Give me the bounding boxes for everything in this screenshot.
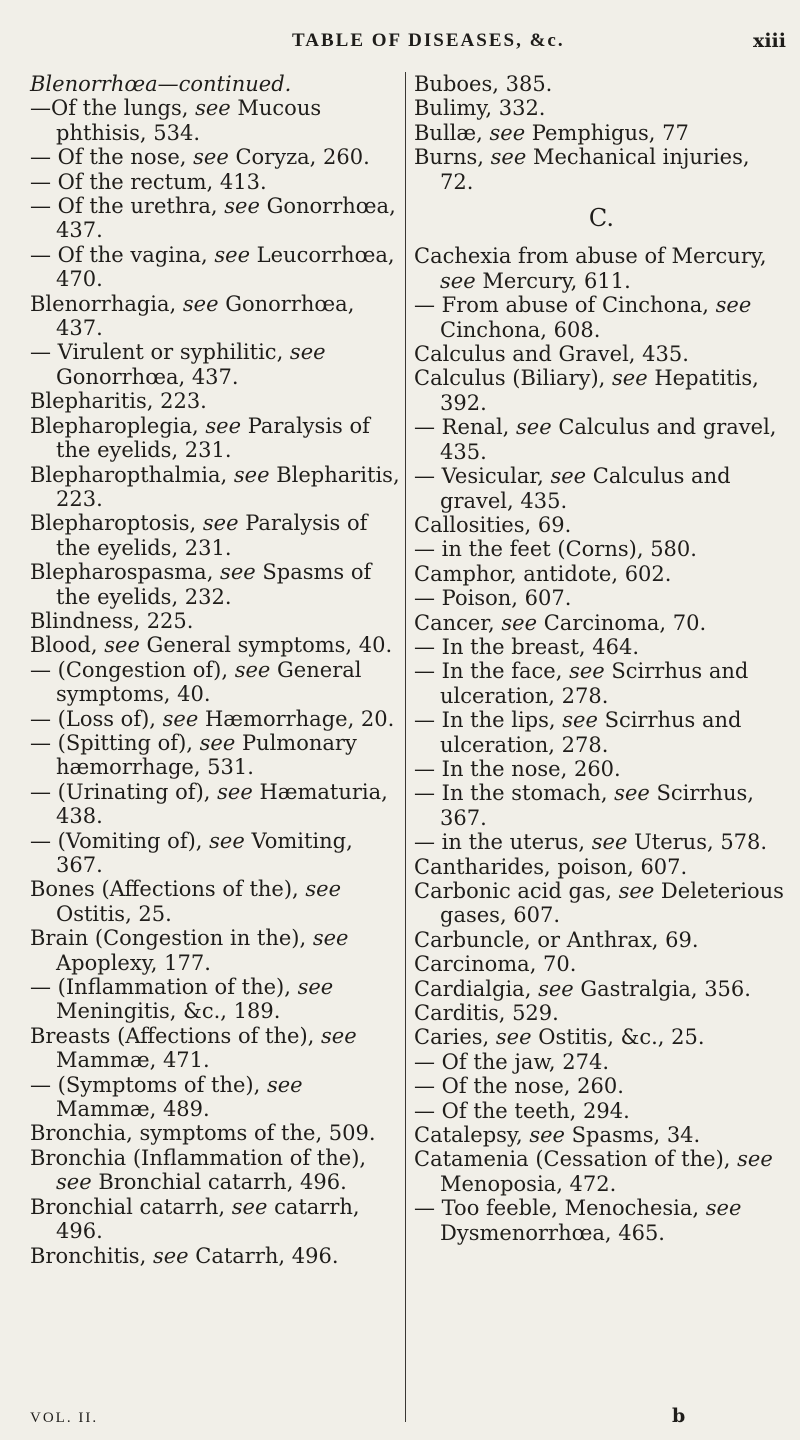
entry-term: — Of the teeth, 294.: [414, 1098, 630, 1123]
entry-term: Breasts (Affections of the),: [30, 1023, 321, 1048]
index-entry: [30, 1024, 405, 1073]
entry-term: Blepharoplegia,: [30, 413, 206, 438]
entry-term: — (Congestion of),: [30, 657, 235, 682]
entry-target: General symptoms, 40.: [139, 633, 393, 658]
index-entry: [30, 292, 405, 341]
see-reference: see: [231, 1194, 268, 1219]
entry-target: Mammæ, 471.: [56, 1048, 210, 1073]
entry-target: Cinchona, 608.: [440, 317, 601, 342]
see-reference: see: [495, 1025, 532, 1050]
index-entry: [414, 293, 789, 342]
see-reference: see: [501, 610, 538, 635]
entry-target: Gonorrhœa, 437.: [56, 364, 239, 389]
entry-term: — in the uterus,: [414, 830, 592, 855]
see-reference: see: [538, 976, 574, 1001]
index-entry: [30, 1244, 405, 1268]
entry-term: Blindness, 225.: [30, 608, 194, 633]
entry-term: Carditis, 529.: [414, 1001, 559, 1026]
index-entry: [414, 1025, 789, 1049]
page-header: [0, 22, 800, 62]
index-entry: [30, 1195, 405, 1244]
volume-signature: VOL. II.: [30, 1410, 99, 1426]
entry-target: Bronchial catarrh, 496.: [91, 1170, 347, 1195]
entry-target: Vomiting, 367.: [56, 828, 353, 877]
entry-term: — In the breast, 464.: [414, 634, 639, 659]
entry-target: Calculus and gravel, 435.: [440, 415, 777, 464]
see-reference: see: [618, 879, 655, 903]
see-reference: see: [737, 1147, 773, 1172]
entry-target: Deleterious gases, 607.: [440, 879, 784, 928]
entry-term: Bronchia (Inflammation of the),: [30, 1145, 367, 1170]
index-entry: [30, 975, 405, 1024]
left-column: [30, 72, 405, 1268]
see-reference: see: [193, 145, 229, 170]
see-reference: see: [312, 926, 349, 951]
index-entry: [30, 414, 405, 463]
entry-target: Scirrhus and ulceration, 278.: [440, 708, 742, 757]
entry-term: — (Symptoms of the),: [30, 1072, 267, 1097]
entry-term: — Too feeble, Menochesia,: [414, 1196, 706, 1221]
index-entry: [414, 244, 789, 293]
entry-target: Hepatitis, 392.: [440, 366, 759, 415]
entry-target: Hæmaturia, 438.: [56, 779, 388, 829]
index-entry: [30, 463, 405, 512]
index-entry: [30, 145, 405, 169]
see-reference: see: [152, 1243, 189, 1268]
entry-target: Spasms, 34.: [564, 1123, 701, 1148]
index-entry: [30, 877, 405, 926]
entry-target: Mechanical injuries, 72.: [440, 145, 750, 194]
index-entry: [414, 537, 789, 561]
entry-target: Dysmenorrhœa, 465.: [440, 1220, 665, 1245]
entry-term: Cachexia from abuse of Mercury,: [414, 244, 767, 269]
column-divider: [405, 72, 406, 1422]
entry-term: Bullæ,: [414, 120, 490, 145]
see-reference: see: [705, 1196, 742, 1221]
running-title: TABLE OF DISEASES, &c.: [292, 30, 565, 51]
see-reference: see: [440, 268, 476, 293]
entry-target: Ostitis, &c., 25.: [531, 1025, 705, 1050]
entry-target: Calculus and gravel, 435.: [440, 464, 731, 513]
entry-target: Spasms of the eyelids, 232.: [56, 560, 372, 609]
index-entry: [414, 586, 789, 610]
entry-term: Camphor, antidote, 602.: [414, 561, 672, 586]
see-reference: see: [490, 145, 527, 170]
index-entry: [30, 96, 405, 145]
index-entry: [30, 658, 405, 707]
entry-term: — (Urinating of),: [30, 779, 218, 804]
entry-term: — Poison, 607.: [414, 586, 572, 611]
entry-term: — Of the jaw, 274.: [414, 1049, 610, 1074]
entry-term: Bronchia, symptoms of the, 509.: [30, 1121, 376, 1146]
index-entry: [414, 830, 789, 854]
index-entry: [414, 1123, 789, 1147]
entry-term: — From abuse of Cinchona,: [414, 293, 716, 318]
index-entry: [414, 952, 789, 976]
index-entry: [30, 1146, 405, 1195]
entry-term: — Of the urethra,: [30, 194, 225, 219]
see-reference: see: [529, 1123, 565, 1148]
see-reference: see: [569, 659, 605, 684]
entry-term: — Vesicular,: [414, 464, 551, 489]
index-entry: [414, 72, 789, 96]
entry-term: — In the lips,: [414, 708, 563, 733]
see-reference: see: [614, 781, 650, 806]
entry-target: Blepharitis, 223.: [56, 462, 400, 511]
entry-target: Pemphigus, 77: [525, 120, 689, 145]
entry-term: — Renal,: [414, 415, 517, 440]
right-entries-before: [414, 72, 789, 194]
entry-term: Bronchial catarrh,: [30, 1194, 232, 1219]
index-entry: [414, 96, 789, 120]
index-entry: [414, 928, 789, 952]
see-reference: see: [233, 462, 270, 487]
index-entry: [414, 415, 789, 464]
see-reference: see: [234, 657, 271, 682]
entry-term: Carbuncle, or Anthrax, 69.: [414, 927, 699, 952]
entry-term: Bulimy, 332.: [414, 96, 546, 121]
entry-term: — (Spitting of),: [30, 730, 200, 755]
index-entry: [414, 562, 789, 586]
entry-term: — In the nose, 260.: [414, 756, 621, 781]
entry-term: Blepharopthalmia,: [30, 462, 234, 487]
entry-term: Blepharitis, 223.: [30, 389, 207, 414]
see-reference: see: [297, 975, 334, 1000]
see-reference: see: [209, 828, 245, 853]
entry-target: Scirrhus and ulceration, 278.: [440, 659, 749, 708]
right-entries-after: [414, 244, 789, 1245]
index-entry: [30, 1073, 405, 1122]
index-entry: [414, 121, 789, 145]
index-entry: [30, 511, 405, 560]
see-reference: see: [591, 830, 628, 855]
index-entry: [414, 855, 789, 879]
index-entry: [30, 609, 405, 633]
entry-term: Brain (Congestion in the),: [30, 926, 313, 951]
entry-term: Cantharides, poison, 607.: [414, 854, 688, 879]
section-letter: C.: [588, 204, 615, 233]
entry-target: Leucorrhœa, 470.: [56, 242, 395, 292]
entry-target: Mucous phthisis, 534.: [56, 96, 322, 145]
entry-term: Cardialgia,: [414, 976, 539, 1001]
see-reference: see: [104, 633, 140, 658]
continued-heading: Blenorrhœa—continued.: [30, 72, 292, 96]
see-reference: see: [199, 730, 236, 755]
right-column: [414, 72, 789, 1245]
entry-term: Buboes, 385.: [414, 72, 553, 96]
entry-term: Blenorrhagia,: [30, 291, 183, 316]
index-entry: [414, 1099, 789, 1123]
entry-term: Cancer,: [414, 610, 502, 635]
see-reference: see: [562, 708, 598, 733]
index-entry: [30, 243, 405, 292]
entry-term: Calculus and Gravel, 435.: [414, 342, 689, 367]
see-reference: see: [289, 340, 326, 365]
entry-term: Carcinoma, 70.: [414, 952, 577, 977]
entry-target: Paralysis of the eyelids, 231.: [56, 413, 370, 463]
entry-target: Gastralgia, 356.: [573, 976, 751, 1001]
entry-target: catarrh, 496.: [56, 1194, 360, 1244]
index-entry: [30, 926, 405, 975]
entry-term: — Of the nose, 260.: [414, 1074, 624, 1099]
entry-term: Caries,: [414, 1025, 496, 1050]
entry-target: Coryza, 260.: [228, 145, 370, 170]
see-reference: see: [220, 560, 256, 585]
entry-term: Calculus (Biliary),: [414, 366, 613, 391]
index-entry: [30, 780, 405, 829]
entry-target: Meningitis, &c., 189.: [56, 999, 281, 1024]
index-entry: [414, 611, 789, 635]
index-entry: [414, 513, 789, 537]
see-reference: see: [516, 415, 552, 440]
index-entry: [30, 707, 405, 731]
see-reference: see: [202, 511, 239, 536]
index-entry: [30, 1121, 405, 1145]
index-entry: [414, 366, 789, 415]
see-reference: see: [182, 291, 219, 316]
entry-target: Gonorrhœa, 437.: [56, 194, 396, 243]
entry-term: Burns,: [414, 145, 491, 170]
entry-target: Gonorrhœa, 437.: [56, 291, 355, 341]
entry-target: Paralysis of the eyelids, 231.: [56, 511, 368, 560]
see-reference: see: [195, 96, 231, 121]
entry-target: Mammæ, 489.: [56, 1097, 210, 1122]
entry-term: — Virulent or syphilitic,: [30, 340, 290, 365]
see-reference: see: [489, 120, 526, 145]
index-entry: [414, 635, 789, 659]
see-reference: see: [715, 293, 752, 318]
index-entry: [414, 708, 789, 757]
index-entry: [30, 829, 405, 878]
entry-term: Blood,: [30, 633, 105, 658]
index-entry: [414, 145, 789, 194]
entry-target: General symptoms, 40.: [56, 657, 362, 707]
index-entry: [414, 1050, 789, 1074]
entry-target: Carcinoma, 70.: [537, 610, 707, 635]
entry-target: Hæmorrhage, 20.: [198, 706, 395, 731]
index-entry: [414, 977, 789, 1001]
entry-term: Blepharospasma,: [30, 560, 221, 585]
entry-target: Ostitis, 25.: [56, 901, 172, 926]
entry-term: — Of the rectum, 413.: [30, 169, 267, 194]
index-entry: [414, 342, 789, 366]
index-entry: [414, 1196, 789, 1245]
entry-target: Uterus, 578.: [627, 830, 768, 855]
entry-term: Bronchitis,: [30, 1243, 153, 1268]
index-entry: [414, 879, 789, 928]
entry-target: Mercury, 611.: [475, 268, 631, 293]
index-entry: [414, 757, 789, 781]
index-entry: [30, 194, 405, 243]
index-entry: [414, 464, 789, 513]
see-reference: see: [550, 464, 587, 489]
entry-term: — In the face,: [414, 659, 570, 684]
index-entry: [414, 781, 789, 830]
see-reference: see: [56, 1170, 92, 1195]
entry-target: Menoposia, 472.: [440, 1171, 617, 1196]
entry-term: — (Inflammation of the),: [30, 975, 298, 1000]
index-entry: [414, 659, 789, 708]
entry-target: Pulmonary hæmorrhage, 531.: [56, 730, 357, 780]
entry-term: — Of the nose,: [30, 145, 194, 170]
entry-term: — Of the vagina,: [30, 242, 215, 267]
index-entry: [414, 1147, 789, 1196]
see-reference: see: [612, 366, 648, 391]
see-reference: see: [214, 242, 250, 267]
entry-term: Callosities, 69.: [414, 512, 572, 537]
index-entry: [30, 633, 405, 657]
index-entry: [414, 1001, 789, 1025]
signature-mark: b: [672, 1405, 686, 1427]
index-entry: [30, 170, 405, 194]
index-entry: [30, 340, 405, 389]
entry-term: — (Loss of),: [30, 706, 163, 731]
index-entry: [414, 1074, 789, 1098]
index-entry: [30, 560, 405, 609]
entry-target: Apoplexy, 177.: [56, 950, 211, 975]
entry-term: — (Vomiting of),: [30, 828, 210, 853]
entry-target: Scirrhus, 367.: [440, 781, 754, 830]
index-entry: [30, 731, 405, 780]
see-reference: see: [224, 194, 260, 219]
entry-term: Carbonic acid gas,: [414, 879, 619, 903]
page-number: xiii: [753, 30, 786, 52]
entry-target: Catarrh, 496.: [188, 1243, 339, 1268]
see-reference: see: [162, 706, 199, 731]
see-reference: see: [305, 877, 342, 902]
entry-term: Bones (Affections of the),: [30, 877, 306, 902]
entry-term: Catamenia (Cessation of the),: [414, 1147, 738, 1172]
entry-term: — In the stomach,: [414, 781, 615, 806]
see-reference: see: [266, 1072, 303, 1097]
left-entries: [30, 96, 405, 1268]
see-reference: see: [321, 1023, 357, 1048]
index-entry: [30, 389, 405, 413]
entry-term: —Of the lungs,: [30, 96, 196, 121]
entry-term: Catalepsy,: [414, 1123, 530, 1148]
entry-term: — in the feet (Corns), 580.: [414, 537, 697, 562]
entry-term: Blepharoptosis,: [30, 511, 203, 536]
see-reference: see: [217, 779, 253, 804]
see-reference: see: [205, 413, 242, 438]
